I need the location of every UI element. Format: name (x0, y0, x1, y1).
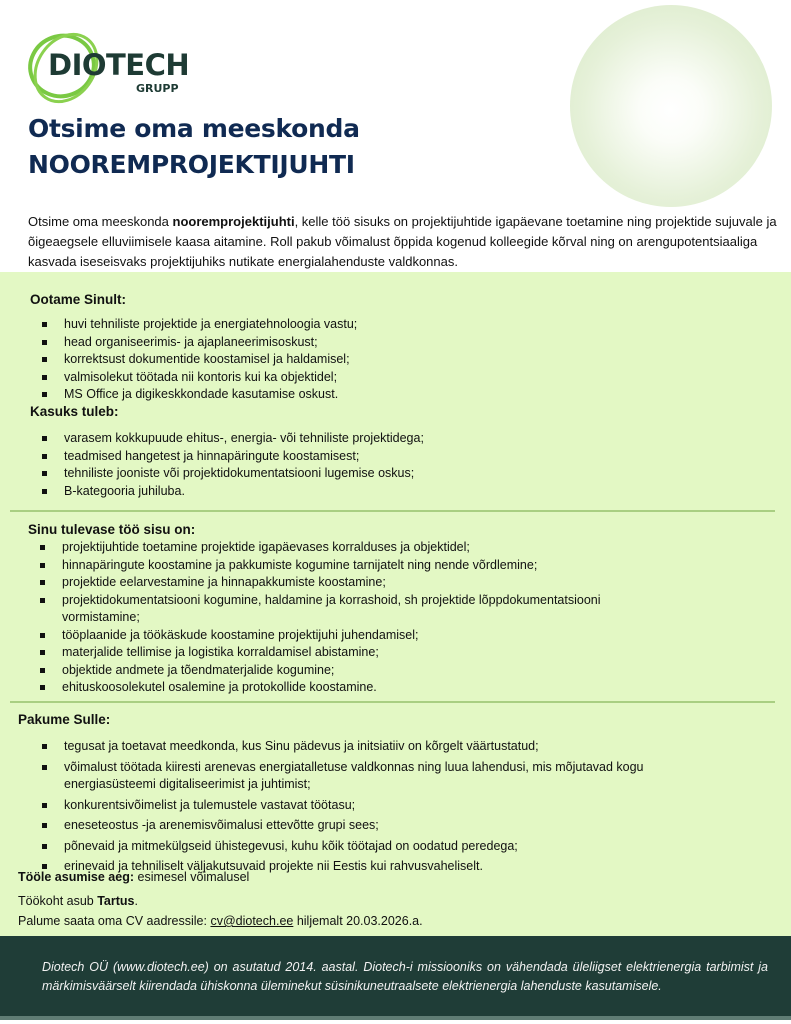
intro-paragraph (28, 212, 778, 272)
start-time (18, 870, 249, 884)
list-item: projektidokumentatsiooni kogumine, haldamine ja korrashoid, sh projektide lõppdokumentatsiooni vormistamine; (40, 592, 680, 627)
section-title-duties: Sinu tulevase töö sisu on: (28, 522, 196, 537)
apply-prefix: Palume saata oma CV aadressile: (18, 914, 211, 928)
list-item: valmisolekut töötada nii kontoris kui ka objektidel; (42, 369, 357, 387)
list-item: tööplaanide ja töökäskude koostamine projektijuhi juhendamisel; (40, 627, 680, 645)
list-item: huvi tehniliste projektide ja energiatehnoloogia vastu; (42, 316, 357, 334)
logo-subtitle: GRUPP (136, 82, 179, 95)
list-item: MS Office ja digikeskkondade kasutamise oskust. (42, 386, 357, 404)
section-title-offer: Pakume Sulle: (18, 712, 111, 727)
start-time-label: Tööle asumise aeg: (18, 870, 135, 884)
list-item: objektide andmete ja tõendmaterjalide kogumine; (40, 662, 680, 680)
list-item: projektide eelarvestamine ja hinnapakkumiste koostamine; (40, 574, 680, 592)
duties-list (40, 539, 680, 697)
intro-text-end: , kelle töö sisuks on projektijuhtide igapäevane toetamine ning projektide sujuvale ja õigeaegsele elluviimisele kaasa aitamine. Roll pakub võimalust õppida kogenud kolleegide kõrval ning on arengupotentsiaaliga kasvada iseseisvaks projektijuhiks nutikate energialahenduste valdkonnas. (28, 214, 777, 269)
list-item: konkurentsivõimelist ja tulemustele vastavat töötasu; (42, 797, 702, 815)
location-prefix: Töökoht asub (18, 894, 98, 908)
section-divider (10, 701, 775, 703)
list-item: eneseteostus -ja arenemisvõimalusi ettevõtte grupi sees; (42, 817, 702, 835)
advantage-list (42, 430, 424, 500)
job-details-panel (0, 272, 791, 936)
start-time-value: esimesel võimalusel (134, 870, 250, 884)
location-suffix: . (134, 894, 138, 908)
list-item: B-kategooria juhiluba. (42, 483, 424, 501)
list-item: korrektsust dokumentide koostamisel ja haldamisel; (42, 351, 357, 369)
list-item: hinnapäringute koostamine ja pakkumiste kogumine tarnijatelt ning nende võrdlemine; (40, 557, 680, 575)
list-item: erinevaid ja tehniliselt väljakutsuvaid projekte nii Eestis kui rahvusvaheliselt. (42, 858, 702, 876)
list-item: põnevaid ja mitmekülgseid ühistegevusi, kuhu kõik töötajad on oodatud peredega; (42, 838, 702, 856)
offer-list (42, 738, 702, 876)
apply-instructions (18, 914, 423, 928)
list-item: tegusat ja toetavat meedkonda, kus Sinu pädevus ja initsiatiiv on kõrgelt väärtustatud; (42, 738, 702, 756)
intro-position-name: nooremprojektijuhti (172, 214, 295, 229)
page-title-line2: NOOREMPROJEKTIJUHTI (28, 150, 355, 179)
logo-wordmark: DIOTECH (48, 48, 190, 82)
page-title-line1: Otsime oma meeskonda (28, 114, 360, 143)
company-footer (0, 936, 791, 1020)
list-item: varasem kokkupuude ehitus-, energia- või tehniliste projektidega; (42, 430, 424, 448)
list-item: projektijuhtide toetamine projektide igapäevases korralduses ja objektidel; (40, 539, 680, 557)
intro-text-start: Otsime oma meeskonda (28, 214, 173, 229)
list-item: tehniliste jooniste või projektidokumentatsiooni lugemise oskus; (42, 465, 424, 483)
company-description: Diotech OÜ (www.diotech.ee) on asutatud 2014. aastal. Diotech-i missiooniks on vähendada üleliigset elektrienergia tarbimist ja märkimisväärselt kiirendada ühiskonna üleminekut süsinikuneutraalsete elektrienergia lahenduste kasutamisele. (42, 960, 768, 993)
decorative-orb (570, 5, 772, 207)
list-item: teadmised hangetest ja hinnapäringute koostamisest; (42, 448, 424, 466)
work-location (18, 894, 138, 908)
section-title-expect: Ootame Sinult: (30, 292, 127, 307)
list-item: võimalust töötada kiiresti arenevas energiatalletuse valdkonnas ning luua lahendusi, mis mõjutavad kogu energiasüsteemi digitaliseerimist ja juhtimist; (42, 759, 702, 794)
apply-email-link[interactable]: cv@diotech.ee (210, 914, 294, 928)
location-city: Tartus (97, 894, 135, 908)
section-title-advantage: Kasuks tuleb: (30, 404, 119, 419)
list-item: ehituskoosolekutel osalemine ja protokollide koostamine. (40, 679, 680, 697)
list-item: materjalide tellimise ja logistika korraldamisel abistamine; (40, 644, 680, 662)
company-logo (24, 26, 194, 96)
apply-deadline: hiljemalt 20.03.2026.a. (293, 914, 423, 928)
list-item: head organiseerimis- ja ajaplaneerimisoskust; (42, 334, 357, 352)
section-divider (10, 510, 775, 512)
expect-list (42, 316, 357, 404)
